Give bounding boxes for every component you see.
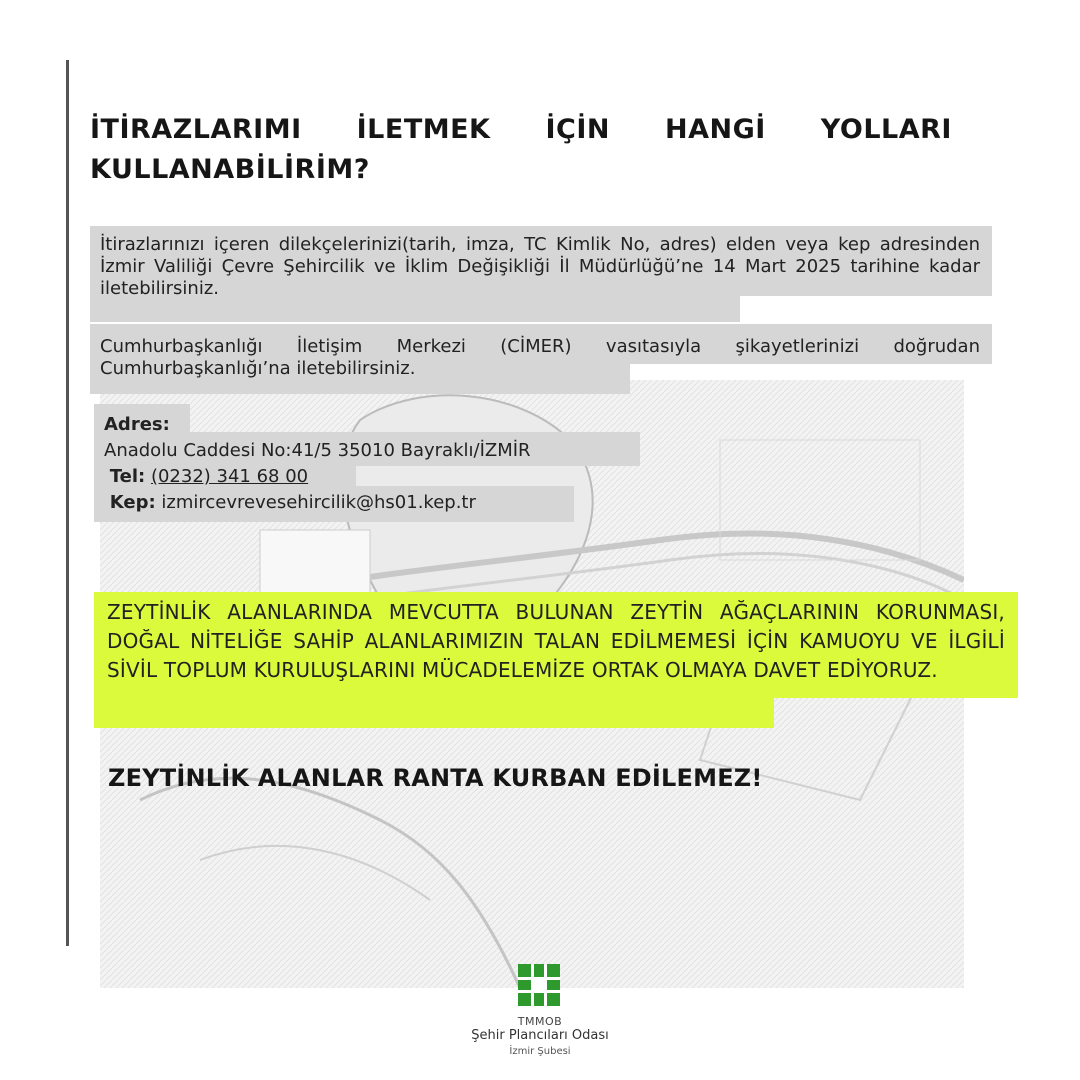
page-title [90,110,952,190]
title-line-2: KULLANABİLİRİM? [90,154,370,185]
org-name-line-2: Şehir Plancıları Odası [471,1028,609,1043]
kep-label: Kep: [109,492,156,513]
tel-label: Tel: [109,466,146,487]
org-name-line-1: TMMOB [517,1015,563,1028]
kep-address: izmircevrevesehircilik@hs01.kep.tr [161,492,476,513]
org-name-line-3: İzmir Şubesi [509,1046,571,1057]
contact-block [104,412,531,516]
callout-highlight [94,690,774,728]
address-label: Adres: [104,414,170,435]
grid-square-logo-icon [518,964,560,1006]
cimer-paragraph: Cumhurbaşkanlığı İletişim Merkezi (CİMER) vasıtasıyla şikayetlerinizi doğrudan Cumhurbaşkanlığı’na iletebilirsiniz. [100,336,980,379]
address-value: Anadolu Caddesi No:41/5 35010 Bayraklı/İZMİR [104,440,531,461]
instructions-paragraph: İtirazlarınızı içeren dilekçelerinizi(tarih, imza, TC Kimlik No, adres) elden veya kep adresinden İzmir Valiliği Çevre Şehircilik ve İklim Değişikliği İl Müdürlüğü’ne 14 Mart 2025 tarihine kadar iletebilirsiniz. [100,234,980,299]
title-word: YOLLARI [820,114,952,145]
left-vertical-rule [66,60,69,946]
title-word: İÇİN [545,114,610,145]
title-word: HANGİ [665,114,766,145]
title-word: İLETMEK [356,114,491,145]
slogan: ZEYTİNLİK ALANLAR RANTA KURBAN EDİLEMEZ! [108,764,763,792]
callout-text: ZEYTİNLİK ALANLARINDA MEVCUTTA BULUNAN ZEYTİN AĞAÇLARININ KORUNMASI, DOĞAL NİTELİĞE SAHİP ALANLARIMIZIN TALAN EDİLMEMESİ İÇİN KAMUOYU VE İLGİLİ SİVİL TOPLUM KURULUŞLARINI MÜCADELEMİZE ORTAK OLMAYA DAVET EDİYORUZ. [107,600,1005,682]
title-line-1 [90,110,952,150]
title-word: İTİRAZLARIMI [90,114,302,145]
phone-link[interactable]: (0232) 341 68 00 [150,466,309,487]
